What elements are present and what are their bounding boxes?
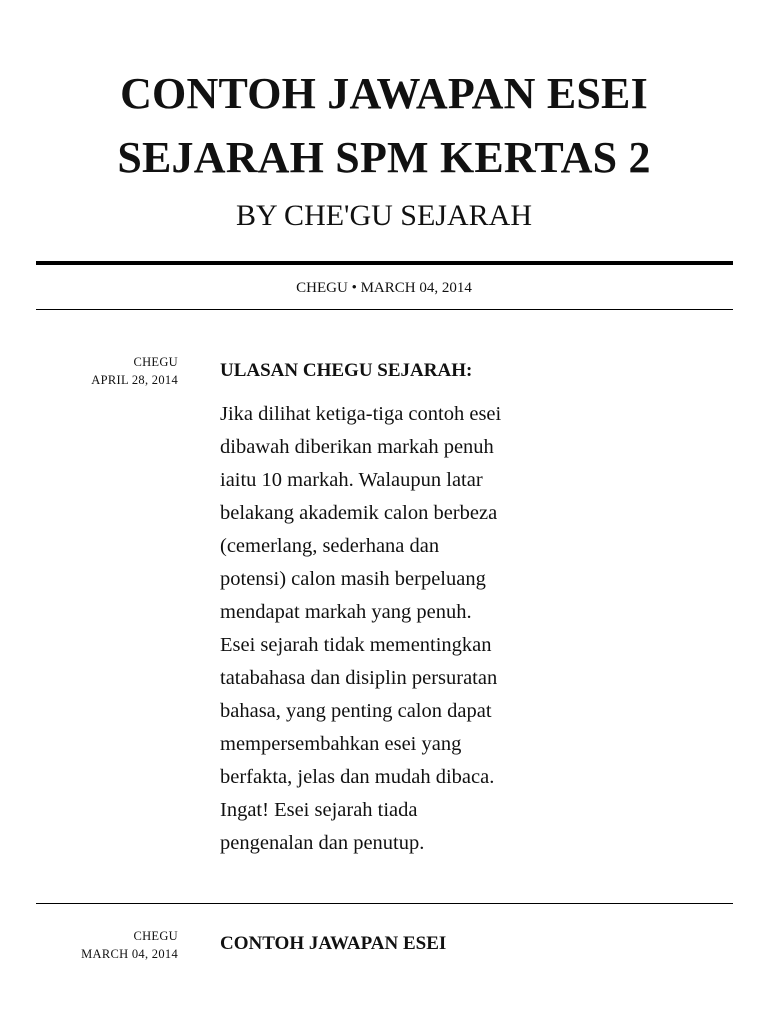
document-meta: CHEGU • MARCH 04, 2014 xyxy=(296,280,472,296)
post-heading: CONTOH JAWAPAN ESEI xyxy=(220,933,447,954)
post-body-line: mempersembahkan esei yang xyxy=(220,733,462,755)
post-date: APRIL 28, 2014 xyxy=(91,373,178,387)
post-body-line: potensi) calon masih berpeluang xyxy=(220,568,486,590)
document-title-line-2: SEJARAH SPM KERTAS 2 xyxy=(117,133,651,182)
post-body-line: berfakta, jelas dan mudah dibaca. xyxy=(220,766,495,788)
post-body-line: mendapat markah yang penuh. xyxy=(220,601,472,623)
post-body-line: belakang akademik calon berbeza xyxy=(220,502,498,524)
post-meta xyxy=(36,353,178,389)
post-body-line: Ingat! Esei sejarah tiada xyxy=(220,799,418,821)
post-meta xyxy=(36,927,178,963)
document-title xyxy=(0,62,768,190)
post-author: CHEGU xyxy=(133,929,178,943)
post-divider xyxy=(36,903,733,904)
post-body-line: iaitu 10 markah. Walaupun latar xyxy=(220,469,483,491)
post-body-line: tatabahasa dan disiplin persuratan xyxy=(220,667,498,689)
post-body-line: dibawah diberikan markah penuh xyxy=(220,436,494,458)
post-body-line: bahasa, yang penting calon dapat xyxy=(220,700,492,722)
post-body-line: (cemerlang, sederhana dan xyxy=(220,535,440,557)
post-heading: ULASAN CHEGU SEJARAH: xyxy=(220,360,473,381)
post-date: MARCH 04, 2014 xyxy=(81,947,178,961)
post-body-line: pengenalan dan penutup. xyxy=(220,832,425,854)
post-author: CHEGU xyxy=(133,355,178,369)
post-body-line: Jika dilihat ketiga-tiga contoh esei xyxy=(220,403,502,425)
post-body-line: Esei sejarah tidak mementingkan xyxy=(220,634,492,656)
post-body xyxy=(220,398,560,860)
document-byline: BY CHE'GU SEJARAH xyxy=(236,199,532,232)
header-divider-thin xyxy=(36,309,733,310)
document-title-line-1: CONTOH JAWAPAN ESEI xyxy=(120,69,648,118)
header-divider-thick xyxy=(36,261,733,265)
